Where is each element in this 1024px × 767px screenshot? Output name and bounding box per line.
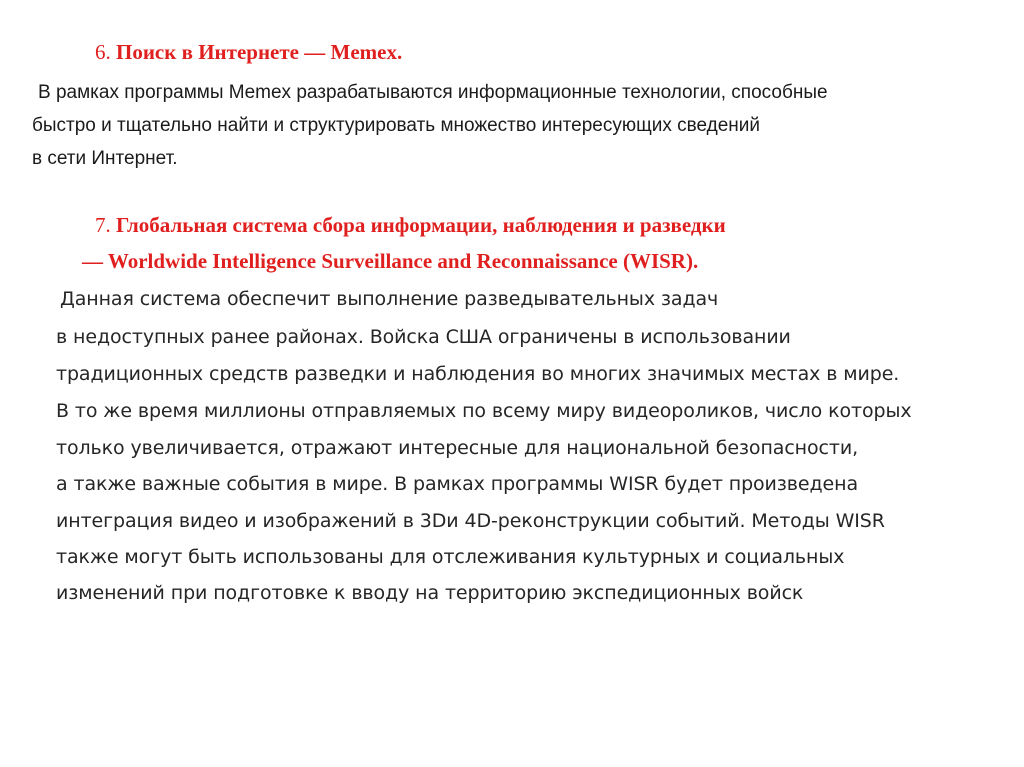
section-7-line: а также важные события в мире. В рамках программы WISR будет произведена	[56, 473, 858, 495]
section-6-title: Поиск в Интернете — Memex.	[116, 40, 403, 64]
section-7-line: интеграция видео и изображений в 3Dи 4D-реконструкции событий. Методы WISR	[56, 510, 885, 532]
section-7-line: только увеличивается, отражают интересные для национальной безопасности,	[56, 437, 859, 459]
section-6-heading	[95, 42, 402, 63]
section-7-heading	[95, 215, 726, 236]
section-6-number: 6.	[95, 40, 111, 64]
section-7-line: Данная система обеспечит выполнение разведывательных задач	[60, 288, 719, 310]
section-7-heading-line2: — Worldwide Intelligence Surveillance and Reconnaissance (WISR).	[82, 249, 699, 273]
section-6-line: В рамках программы Memex разрабатываются информационные технологии, способные	[38, 82, 828, 103]
section-7-number: 7.	[95, 213, 111, 237]
section-7-title-line1: Глобальная система сбора информации, наблюдения и разведки	[116, 213, 726, 237]
section-7-line: также могут быть использованы для отслеживания культурных и социальных	[56, 546, 845, 568]
section-7-line: традиционных средств разведки и наблюдения во многих значимых местах в мире.	[56, 363, 900, 385]
section-7-line: в недоступных ранее районах. Войска США ограничены в использовании	[56, 326, 791, 348]
section-7-line: изменений при подготовке к вводу на территорию экспедиционных войск	[56, 582, 804, 604]
section-6-line: в сети Интернет.	[32, 148, 178, 169]
section-7-line: В то же время миллионы отправляемых по всему миру видеороликов, число которых	[56, 400, 912, 422]
section-6-line: быстро и тщательно найти и структурировать множество интересующих сведений	[32, 115, 761, 136]
